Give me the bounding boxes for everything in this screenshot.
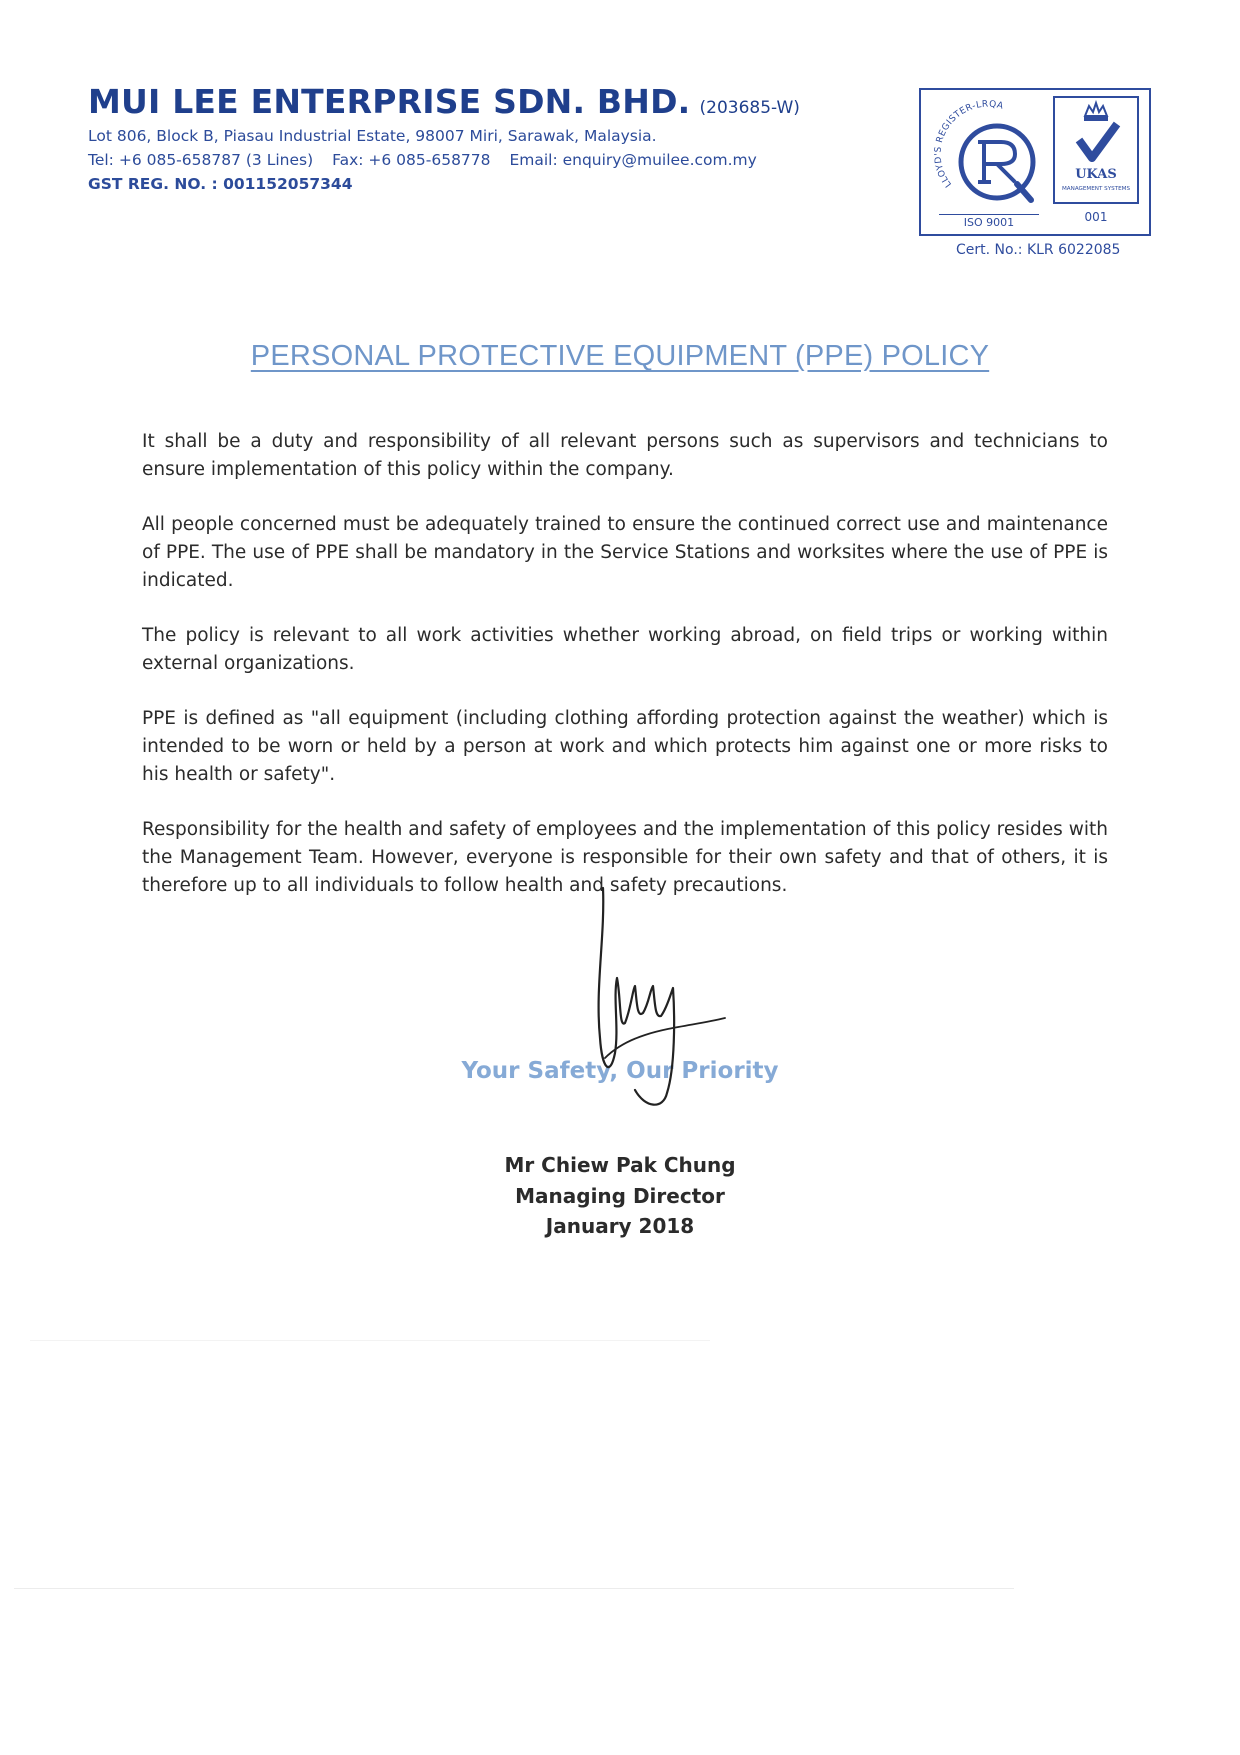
ukas-crown-check-icon	[1055, 98, 1137, 202]
iso-standard: ISO 9001	[939, 214, 1039, 229]
fax: Fax: +6 085-658778	[332, 151, 491, 169]
company-address: Lot 806, Block B, Piasau Industrial Estate, 98007 Miri, Sarawak, Malaysia.	[88, 127, 657, 145]
ukas-name: UKAS	[1075, 167, 1117, 182]
letterhead	[88, 82, 848, 193]
gst-registration: GST REG. NO. : 001152057344	[88, 175, 353, 193]
policy-paragraph: PPE is defined as "all equipment (including clothing affording protection against the weather) which is intended to be worn or held by a person at work and which protects him against one or more risks to his health or safety".	[142, 708, 1108, 785]
signature-icon	[575, 878, 755, 1138]
policy-paragraph: The policy is relevant to all work activities whether working abroad, on field trips or working within external organizations.	[142, 625, 1108, 674]
ukas-number: 001	[1084, 210, 1108, 224]
policy-paragraph: Responsibility for the health and safety of employees and the implementation of this policy resides with the Management Team. However, everyone is responsible for their own safety and that of others, it is therefore up to all individuals to follow health and safety precautions.	[142, 819, 1108, 896]
policy-body	[142, 428, 1108, 927]
signature-date: January 2018	[545, 1214, 695, 1238]
lrqa-text: LLOYD'S REGISTER-LRQA	[933, 99, 1005, 189]
ukas-mark	[1053, 96, 1139, 204]
lrqa-logo-icon	[931, 96, 1043, 214]
company-registration: (203685-W)	[699, 98, 800, 118]
certificate-number: Cert. No.: KLR 6022085	[956, 242, 1121, 258]
company-motto: Your Safety, Our Priority	[461, 1058, 779, 1084]
certification-box	[919, 88, 1151, 236]
scan-divider	[14, 1588, 1014, 1589]
policy-title: PERSONAL PROTECTIVE EQUIPMENT (PPE) POLICY	[250, 340, 990, 372]
scan-divider	[30, 1340, 710, 1341]
signatory-position: Managing Director	[515, 1183, 725, 1208]
telephone: Tel: +6 085-658787 (3 Lines)	[88, 151, 314, 169]
company-name: MUI LEE ENTERPRISE SDN. BHD.	[88, 82, 691, 121]
ukas-subtitle: MANAGEMENT SYSTEMS	[1061, 186, 1131, 192]
policy-paragraph: All people concerned must be adequately trained to ensure the continued correct use and maintenance of PPE. The use of PPE shall be mandatory in the Service Stations and worksites where the use of PPE is indicated.	[142, 514, 1108, 591]
signatory-name: Mr Chiew Pak Chung	[504, 1153, 736, 1177]
policy-paragraph: It shall be a duty and responsibility of all relevant persons such as supervisors and technicians to ensure implementation of this policy within the company.	[142, 431, 1108, 480]
signatory-block	[0, 1150, 1240, 1242]
svg-text:LLOYD'S REGISTER-LRQA	[934, 99, 1005, 188]
policy-title-wrap	[0, 340, 1240, 373]
company-header	[88, 82, 848, 121]
company-contact	[88, 151, 848, 169]
email: Email: enquiry@muilee.com.my	[509, 151, 757, 169]
